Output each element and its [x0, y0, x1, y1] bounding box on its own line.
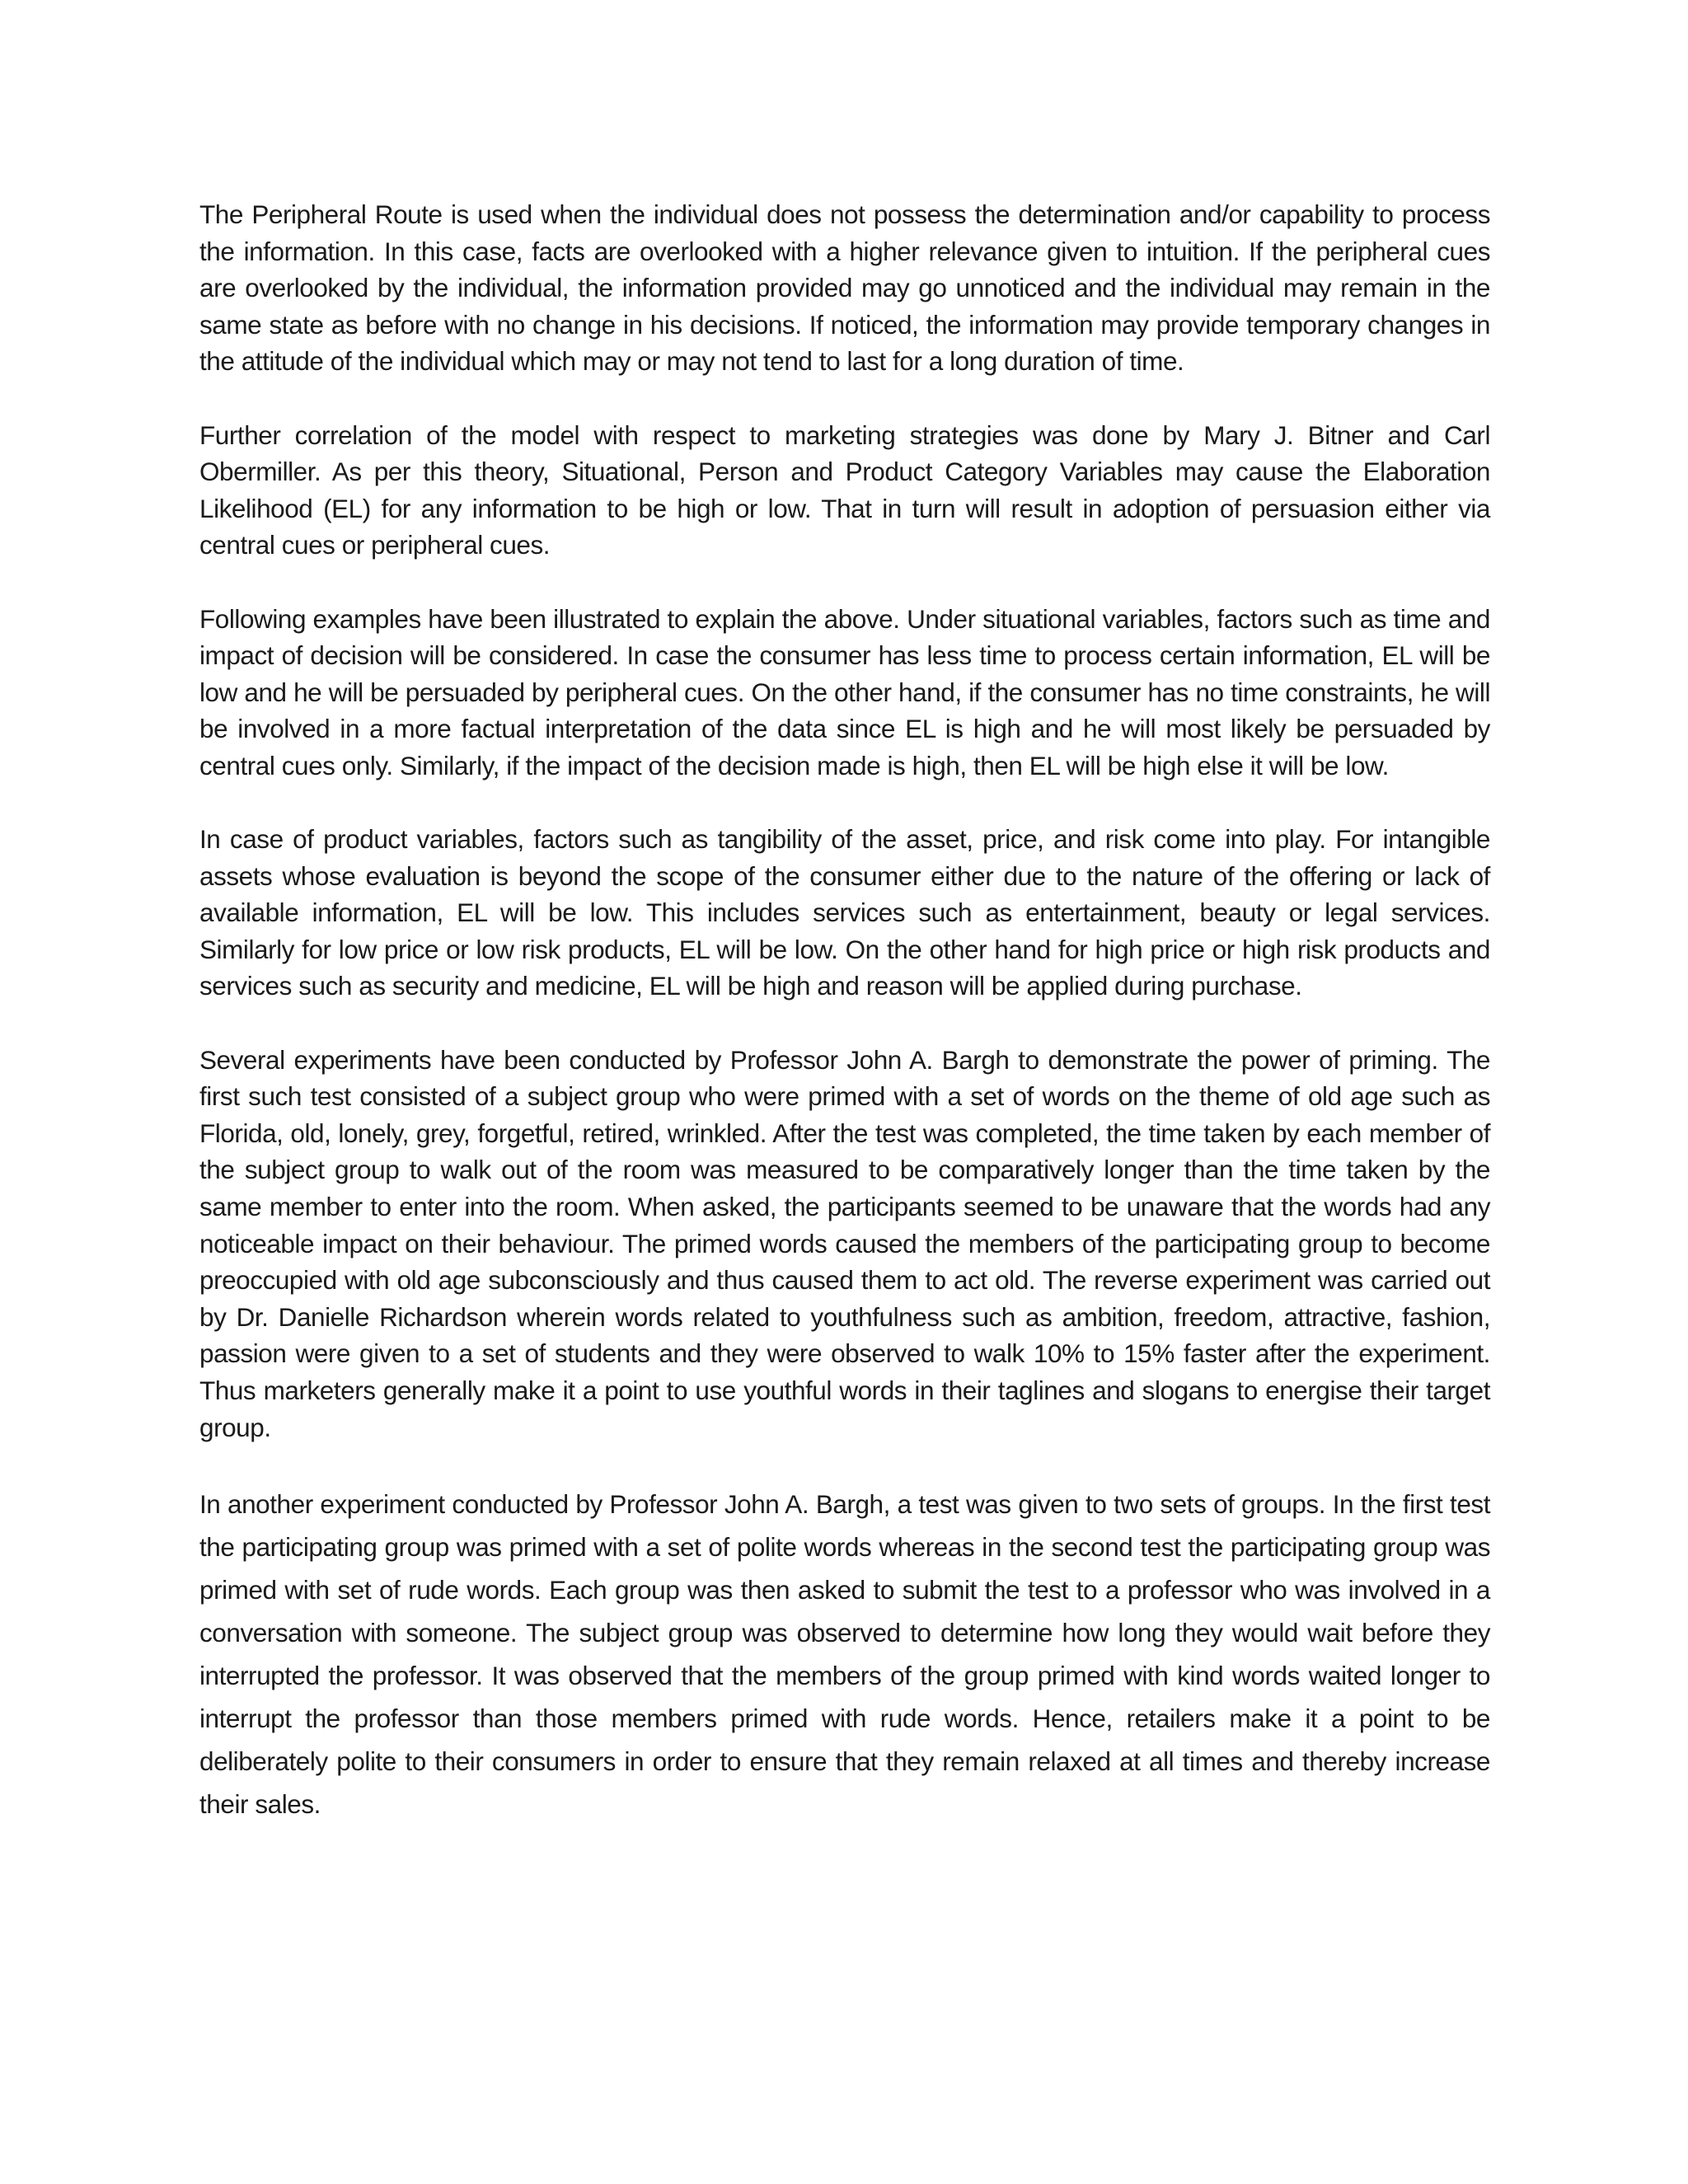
- paragraph-bitner-obermiller: Further correlation of the model with respect to marketing strategies was done by Mary J. Bitner and Carl Obermiller. As per this theory, Situational, Person and Product Category Variables may cause the Elaboration Likelihood (EL) for any information to be high or low. That in turn will result in adoption of persuasion either via central cues or peripheral cues.: [199, 419, 1490, 560]
- paragraph-peripheral-route: The Peripheral Route is used when the individual does not possess the determination and/or capability to process the information. In this case, facts are overlooked with a higher relevance given to intuition. If the peripheral cues are overlooked by the individual, the information provided may go unnoticed and the individual may remain in the same state as before with no change in his decisions. If noticed, the information may provide temporary changes in the attitude of the individual which may or may not tend to last for a long duration of time.: [199, 199, 1490, 377]
- document-body: [199, 196, 1490, 1862]
- paragraph-product-variables: In case of product variables, factors such as tangibility of the asset, price, and risk come into play. For intangible assets whose evaluation is beyond the scope of the consumer either due to the nature of the offering or lack of available information, EL will be low. This includes services such as entertainment, beauty or legal services. Similarly for low price or low risk products, EL will be low. On the other hand for high price or high risk products and services such as security and medicine, EL will be high and reason will be applied during purchase.: [199, 824, 1490, 1001]
- paragraph-priming-experiments: Several experiments have been conducted by Professor John A. Bargh to demonstrate the power of priming. The first such test consisted of a subject group who were primed with a set of words on the theme of old age such as Florida, old, lonely, grey, forgetful, retired, wrinkled. After the test was completed, the time taken by each member of the subject group to walk out of the room was measured to be comparatively longer than the time taken by the same member to enter into the room. When asked, the participants seemed to be unaware that the words had any noticeable impact on their behaviour. The primed words caused the members of the participating group to become preoccupied with old age subconsciously and thus caused them to act old. The reverse experiment was carried out by Dr. Danielle Richardson wherein words related to youthfulness such as ambition, freedom, attractive, fashion, passion were given to a set of students and they were observed to walk 10% to 15% faster after the experiment. Thus marketers generally make it a point to use youthful words in their taglines and slogans to energise their target group.: [199, 1044, 1490, 1442]
- paragraph-politeness-experiment: In another experiment conducted by Professor John A. Bargh, a test was given to two sets of groups. In the first test the participating group was primed with a set of polite words whereas in the second test the participating group was primed with set of rude words. Each group was then asked to submit the test to a professor who was involved in a conversation with someone. The subject group was observed to determine how long they would wait before they interrupted the professor. It was observed that the members of the group primed with kind words waited longer to interrupt the professor than those members primed with rude words. Hence, retailers make it a point to be deliberately polite to their consumers in order to ensure that they remain relaxed at all times and thereby increase their sales.: [199, 1488, 1490, 1819]
- paragraph-situational-variables: Following examples have been illustrated to explain the above. Under situational variables, factors such as time and impact of decision will be considered. In case the consumer has less time to process certain information, EL will be low and he will be persuaded by peripheral cues. On the other hand, if the consumer has no time constraints, he will be involved in a more factual interpretation of the data since EL is high and he will most likely be persuaded by central cues only. Similarly, if the impact of the decision made is high, then EL will be high else it will be low.: [199, 603, 1490, 780]
